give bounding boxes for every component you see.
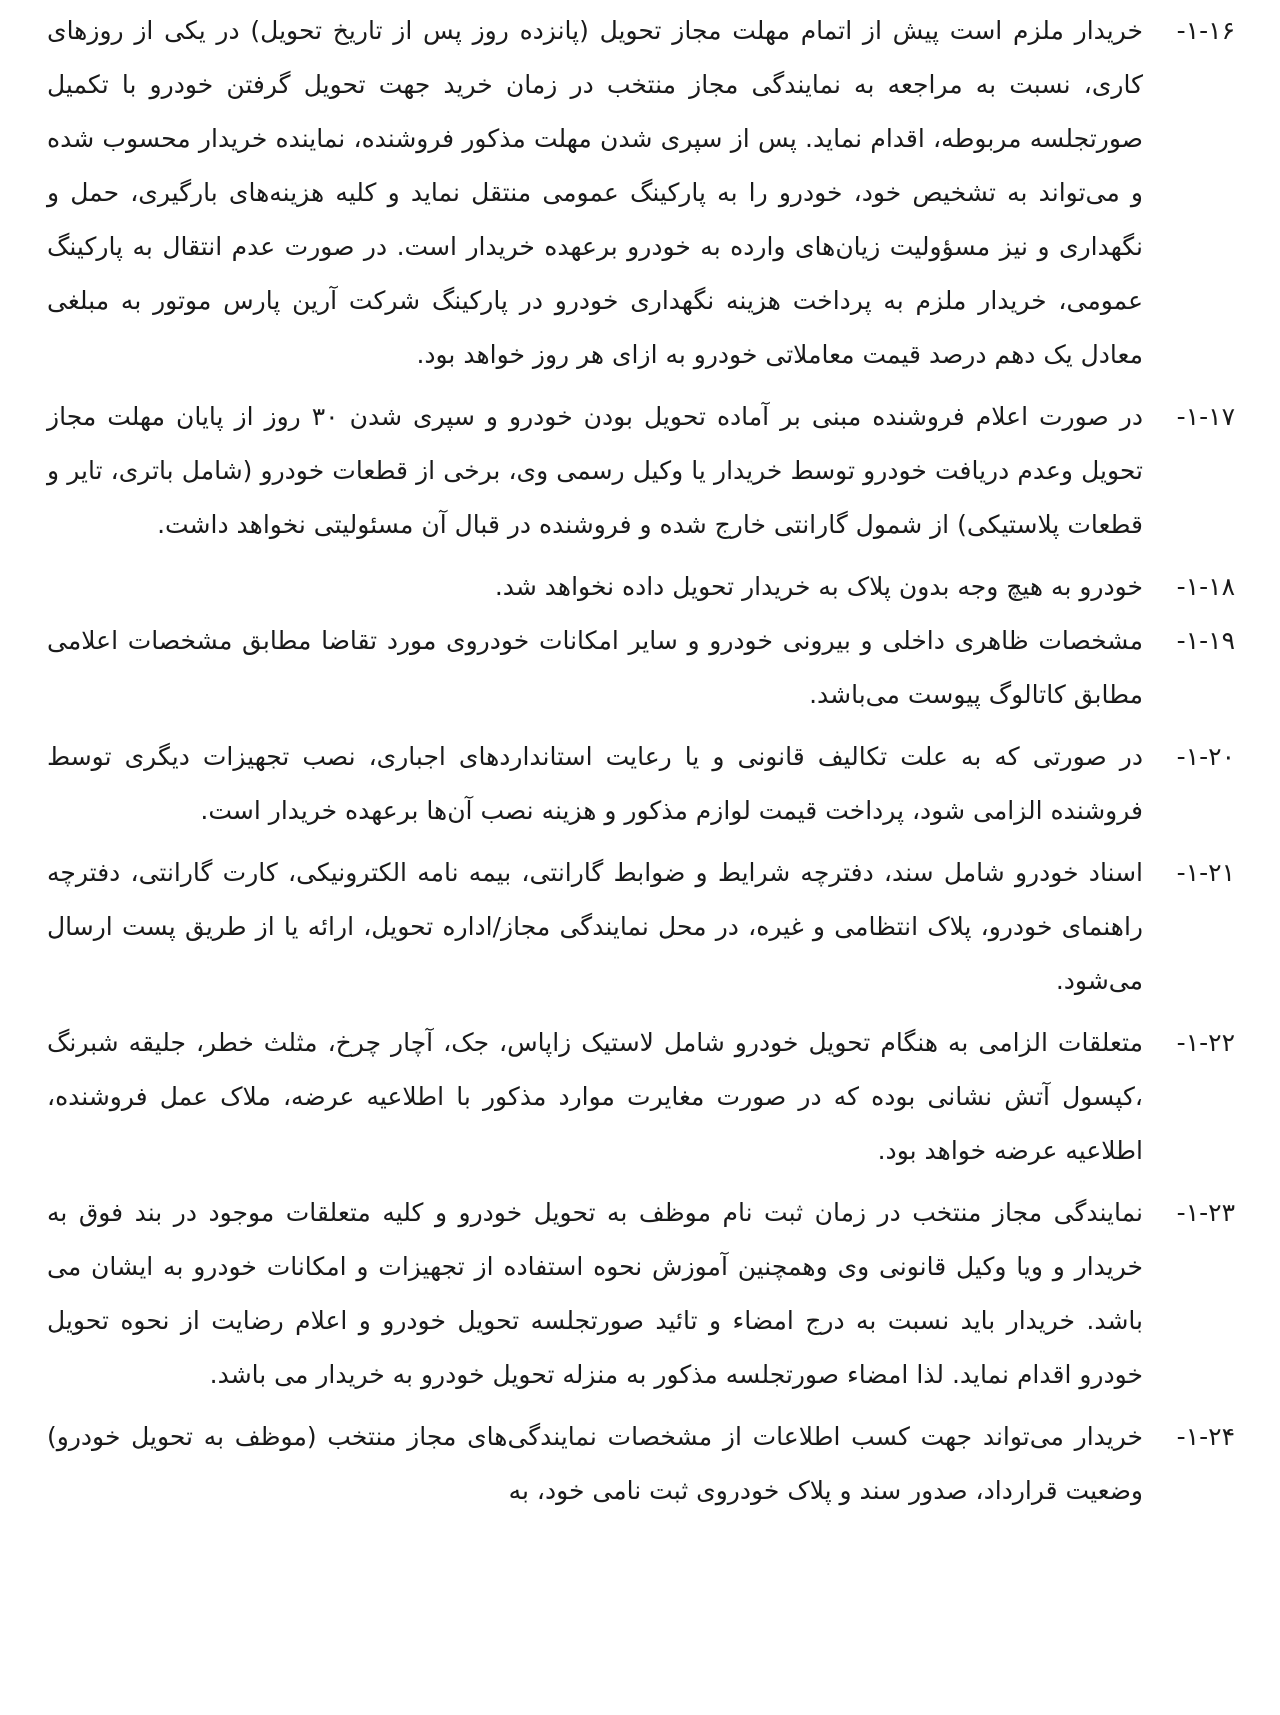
clause-number: ۱-۱۹- — [1176, 626, 1235, 655]
clause-text: نمایندگی مجاز منتخب در زمان ثبت نام موظف به تحویل خودرو و کلیه متعلقات موجود در بند فوق به خریدار و ویا وکیل قانونی وی وهمچنین آموزش نحوه استفاده از تجهیزات و امکانات خودرو به ایشان می باشد. خریدار باید نسبت به درج امضاء و تائید صورتجلسه تحویل خودرو و اعلام رضایت از نحوه تحویل خودرو اقدام نماید. لذا امضاء صورتجلسه مذکور به منزله تحویل خودرو به خریدار می باشد. — [47, 1198, 1143, 1389]
clause-1-16 — [0, 4, 1280, 382]
clause-text: خریدار ملزم است پیش از اتمام مهلت مجاز تحویل (پانزده روز پس از تاریخ تحویل) در یکی از روزهای کاری، نسبت به مراجعه به نمایندگی مجاز منتخب در زمان خرید جهت تحویل گرفتن خودرو با تکمیل صورتجلسه مربوطه، اقدام نماید. پس از سپری شدن مهلت مذکور فروشنده، نماینده خریدار محسوب شده و می‌تواند به تشخیص خود، خودرو را به پارکینگ عمومی منتقل نماید و کلیه هزینه‌های بارگیری، حمل و نگهداری و نیز مسؤولیت زیان‌های وارده به خودرو برعهده خریدار است. در صورت عدم انتقال به پارکینگ عمومی، خریدار ملزم به پرداخت هزینه نگهداری خودرو در پارکینگ شرکت آرین پارس موتور به مبلغی معادل یک دهم درصد قیمت معاملاتی خودرو به ازای هر روز خواهد بود. — [47, 16, 1143, 369]
clause-text: مشخصات ظاهری داخلی و بیرونی خودرو و سایر امکانات خودروی مورد تقاضا مطابق مشخصات اعلامی مطابق کاتالوگ پیوست می‌باشد. — [47, 626, 1143, 709]
clause-text: خودرو به هیچ وجه بدون پلاک به خریدار تحویل داده نخواهد شد. — [494, 572, 1143, 601]
clause-1-23 — [0, 1186, 1280, 1402]
clause-number: ۱-۲۳- — [1176, 1198, 1235, 1227]
clause-text: در صورتی که به علت تکالیف قانونی و یا رعایت استانداردهای اجباری، نصب تجهیزات دیگری توسط فروشنده الزامی شود، پرداخت قیمت لوازم مذکور و هزینه نصب آن‌ها برعهده خریدار است. — [47, 742, 1143, 825]
clause-1-20 — [0, 730, 1280, 838]
clause-number: ۱-۱۶- — [1176, 16, 1235, 45]
clause-1-17 — [0, 390, 1280, 552]
clause-number: ۱-۱۷- — [1176, 402, 1235, 431]
clause-number: ۱-۲۱- — [1176, 858, 1235, 887]
clause-text: در صورت اعلام فروشنده مبنی بر آماده تحویل بودن خودرو و سپری شدن ۳۰ روز از پایان مهلت مجاز تحویل وعدم دریافت خودرو توسط خریدار یا وکیل رسمی وی، برخی از قطعات خودرو (شامل باتری، تایر و قطعات پلاستیکی) از شمول گارانتی خارج شده و فروشنده در قبال آن مسئولیتی نخواهد داشت. — [47, 402, 1143, 539]
clause-number: ۱-۲۲- — [1176, 1028, 1235, 1057]
clause-1-19 — [0, 614, 1280, 722]
clause-1-21 — [0, 846, 1280, 1008]
clause-text: متعلقات الزامی به هنگام تحویل خودرو شامل لاستیک زاپاس، جک، آچار چرخ، مثلث خطر، جلیقه شبرنگ ،کپسول آتش نشانی بوده که در صورت مغایرت موارد مذکور با اطلاعیه عرضه، ملاک عمل فروشنده، اطلاعیه عرضه خواهد بود. — [47, 1028, 1143, 1165]
clause-1-24 — [0, 1410, 1280, 1518]
clause-text: اسناد خودرو شامل سند، دفترچه شرایط و ضوابط گارانتی، بیمه نامه الکترونیکی، کارت گارانتی، دفترچه راهنمای خودرو، پلاک انتظامی و غیره، در محل نمایندگی مجاز/اداره تحویل، ارائه یا از طریق پست ارسال می‌شود. — [47, 858, 1143, 995]
clause-number: ۱-۱۸- — [1176, 572, 1235, 601]
clause-number: ۱-۲۴- — [1176, 1422, 1235, 1451]
clause-text: خریدار می‌تواند جهت کسب اطلاعات از مشخصات نمایندگی‌های مجاز منتخب (موظف به تحویل خودرو) وضعیت قرارداد، صدور سند و پلاک خودروی ثبت نامی خود، به — [47, 1422, 1143, 1505]
clause-1-18 — [0, 560, 1280, 614]
clause-1-22 — [0, 1016, 1280, 1178]
clause-number: ۱-۲۰- — [1176, 742, 1235, 771]
